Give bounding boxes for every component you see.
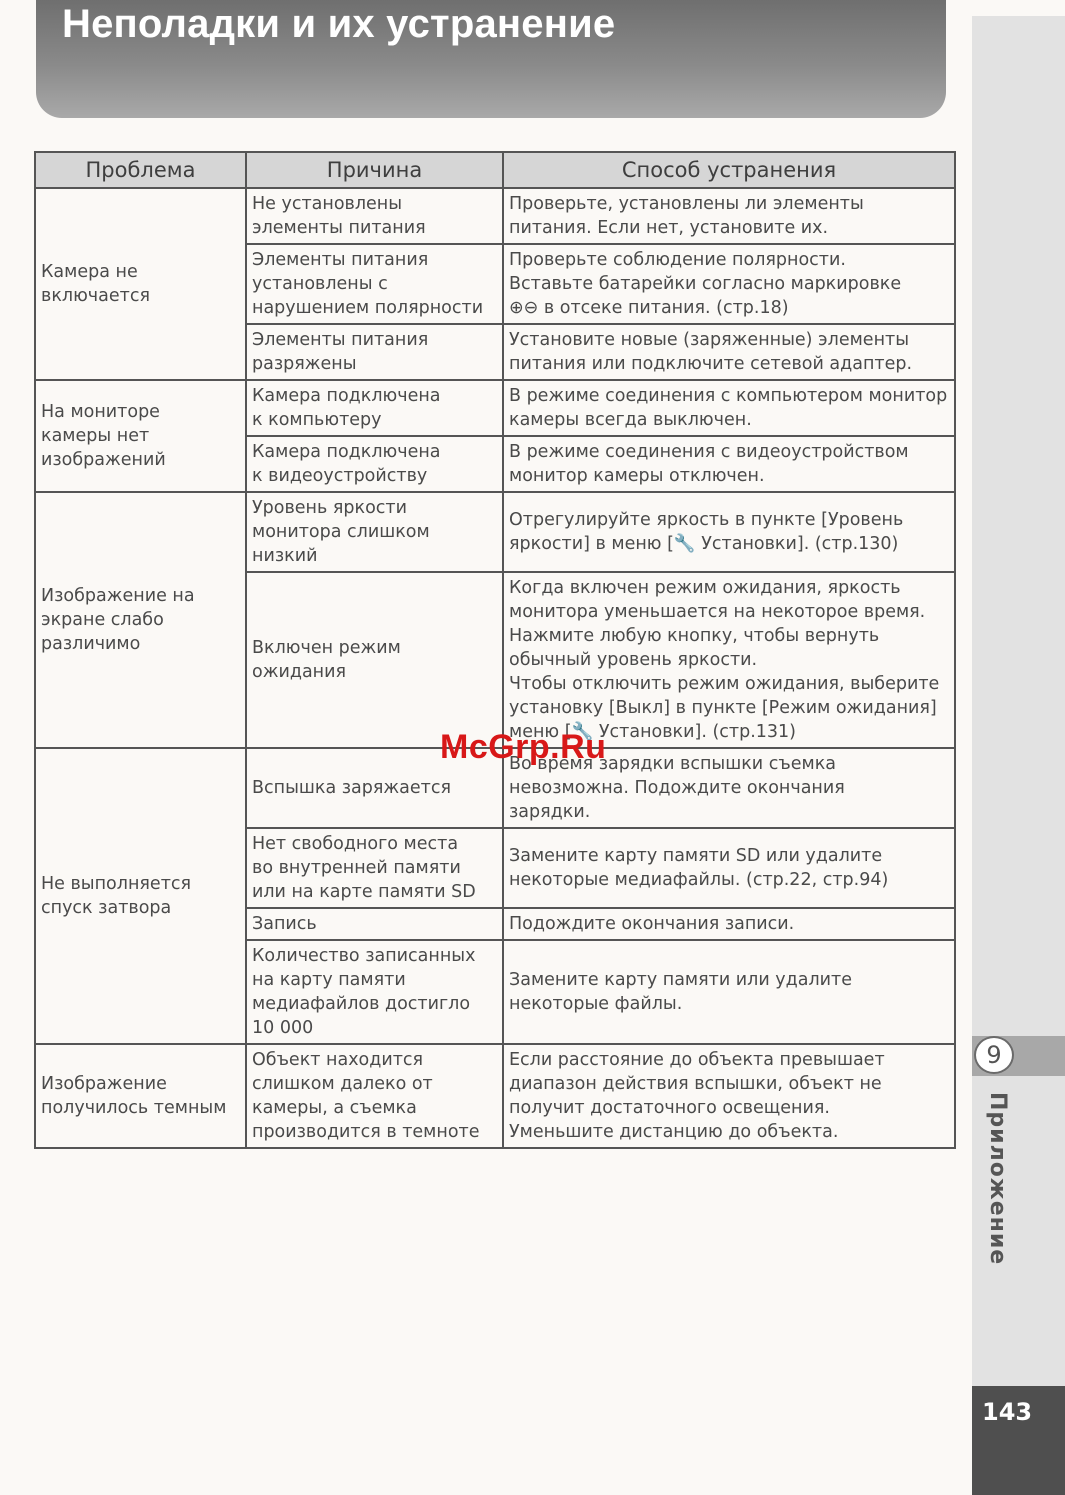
problem-cell: Не выполняется спуск затвора	[35, 748, 246, 1044]
table-row	[35, 492, 955, 572]
cause-cell: Вспышка заряжается	[246, 748, 503, 828]
remedy-cell: Замените карту памяти или удалите некоторые файлы.	[503, 940, 955, 1044]
cause-cell: Не установлены элементы питания	[246, 188, 503, 244]
table-body	[35, 188, 955, 1148]
table-header-row	[35, 152, 955, 188]
cause-cell: Камера подключена к компьютеру	[246, 380, 503, 436]
remedy-cell: Когда включен режим ожидания, яркость монитора уменьшается на некоторое время. Нажмите любую кнопку, чтобы вернуть обычный уровень яркости. Чтобы отключить режим ожидания, выберите установку [Выкл] в пункте [Режим ожидания] меню [🔧 Установки]. (стр.131)	[503, 572, 955, 748]
chapter-sidebar	[972, 16, 1065, 1495]
cause-cell: Камера подключена к видеоустройству	[246, 436, 503, 492]
table-row	[35, 380, 955, 436]
table-row	[35, 188, 955, 244]
problem-cell: Изображение получилось темным	[35, 1044, 246, 1148]
cause-cell: Уровень яркости монитора слишком низкий	[246, 492, 503, 572]
page-title: Неполадки и их устранение	[62, 2, 616, 46]
remedy-cell: Подождите окончания записи.	[503, 908, 955, 940]
section-label: Приложение	[985, 1092, 1010, 1266]
cause-cell: Нет свободного места во внутренней памяти или на карте памяти SD	[246, 828, 503, 908]
remedy-cell: Замените карту памяти SD или удалите некоторые медиафайлы. (стр.22, стр.94)	[503, 828, 955, 908]
cause-cell: Запись	[246, 908, 503, 940]
column-header-problem: Проблема	[35, 152, 246, 188]
watermark: McGrp.Ru	[440, 728, 607, 766]
remedy-cell: Установите новые (заряженные) элементы питания или подключите сетевой адаптер.	[503, 324, 955, 380]
cause-cell: Элементы питания разряжены	[246, 324, 503, 380]
troubleshooting-table	[34, 151, 956, 1149]
remedy-cell: Проверьте, установлены ли элементы питания. Если нет, установите их.	[503, 188, 955, 244]
chapter-number-badge: 9	[974, 1036, 1014, 1074]
title-banner	[36, 0, 946, 118]
page-number: 143	[982, 1398, 1033, 1426]
remedy-cell: Во время зарядки вспышки съемка невозможна. Подождите окончания зарядки.	[503, 748, 955, 828]
cause-cell: Включен режим ожидания	[246, 572, 503, 748]
cause-cell: Объект находится слишком далеко от камеры, а съемка производится в темноте	[246, 1044, 503, 1148]
remedy-cell: В режиме соединения с компьютером монитор камеры всегда выключен.	[503, 380, 955, 436]
problem-cell: Изображение на экране слабо различимо	[35, 492, 246, 748]
cause-cell: Элементы питания установлены с нарушением полярности	[246, 244, 503, 324]
table-row	[35, 1044, 955, 1148]
column-header-remedy: Способ устранения	[503, 152, 955, 188]
remedy-cell: Если расстояние до объекта превышает диапазон действия вспышки, объект не получит достаточного освещения. Уменьшите дистанцию до объекта.	[503, 1044, 955, 1148]
column-header-cause: Причина	[246, 152, 503, 188]
remedy-cell: В режиме соединения с видеоустройством монитор камеры отключен.	[503, 436, 955, 492]
remedy-cell: Проверьте соблюдение полярности. Вставьте батарейки согласно маркировке ⊕⊖ в отсеке питания. (стр.18)	[503, 244, 955, 324]
problem-cell: Камера не включается	[35, 188, 246, 380]
cause-cell: Количество записанных на карту памяти медиафайлов достигло 10 000	[246, 940, 503, 1044]
problem-cell: На мониторе камеры нет изображений	[35, 380, 246, 492]
remedy-cell: Отрегулируйте яркость в пункте [Уровень яркости] в меню [🔧 Установки]. (стр.130)	[503, 492, 955, 572]
